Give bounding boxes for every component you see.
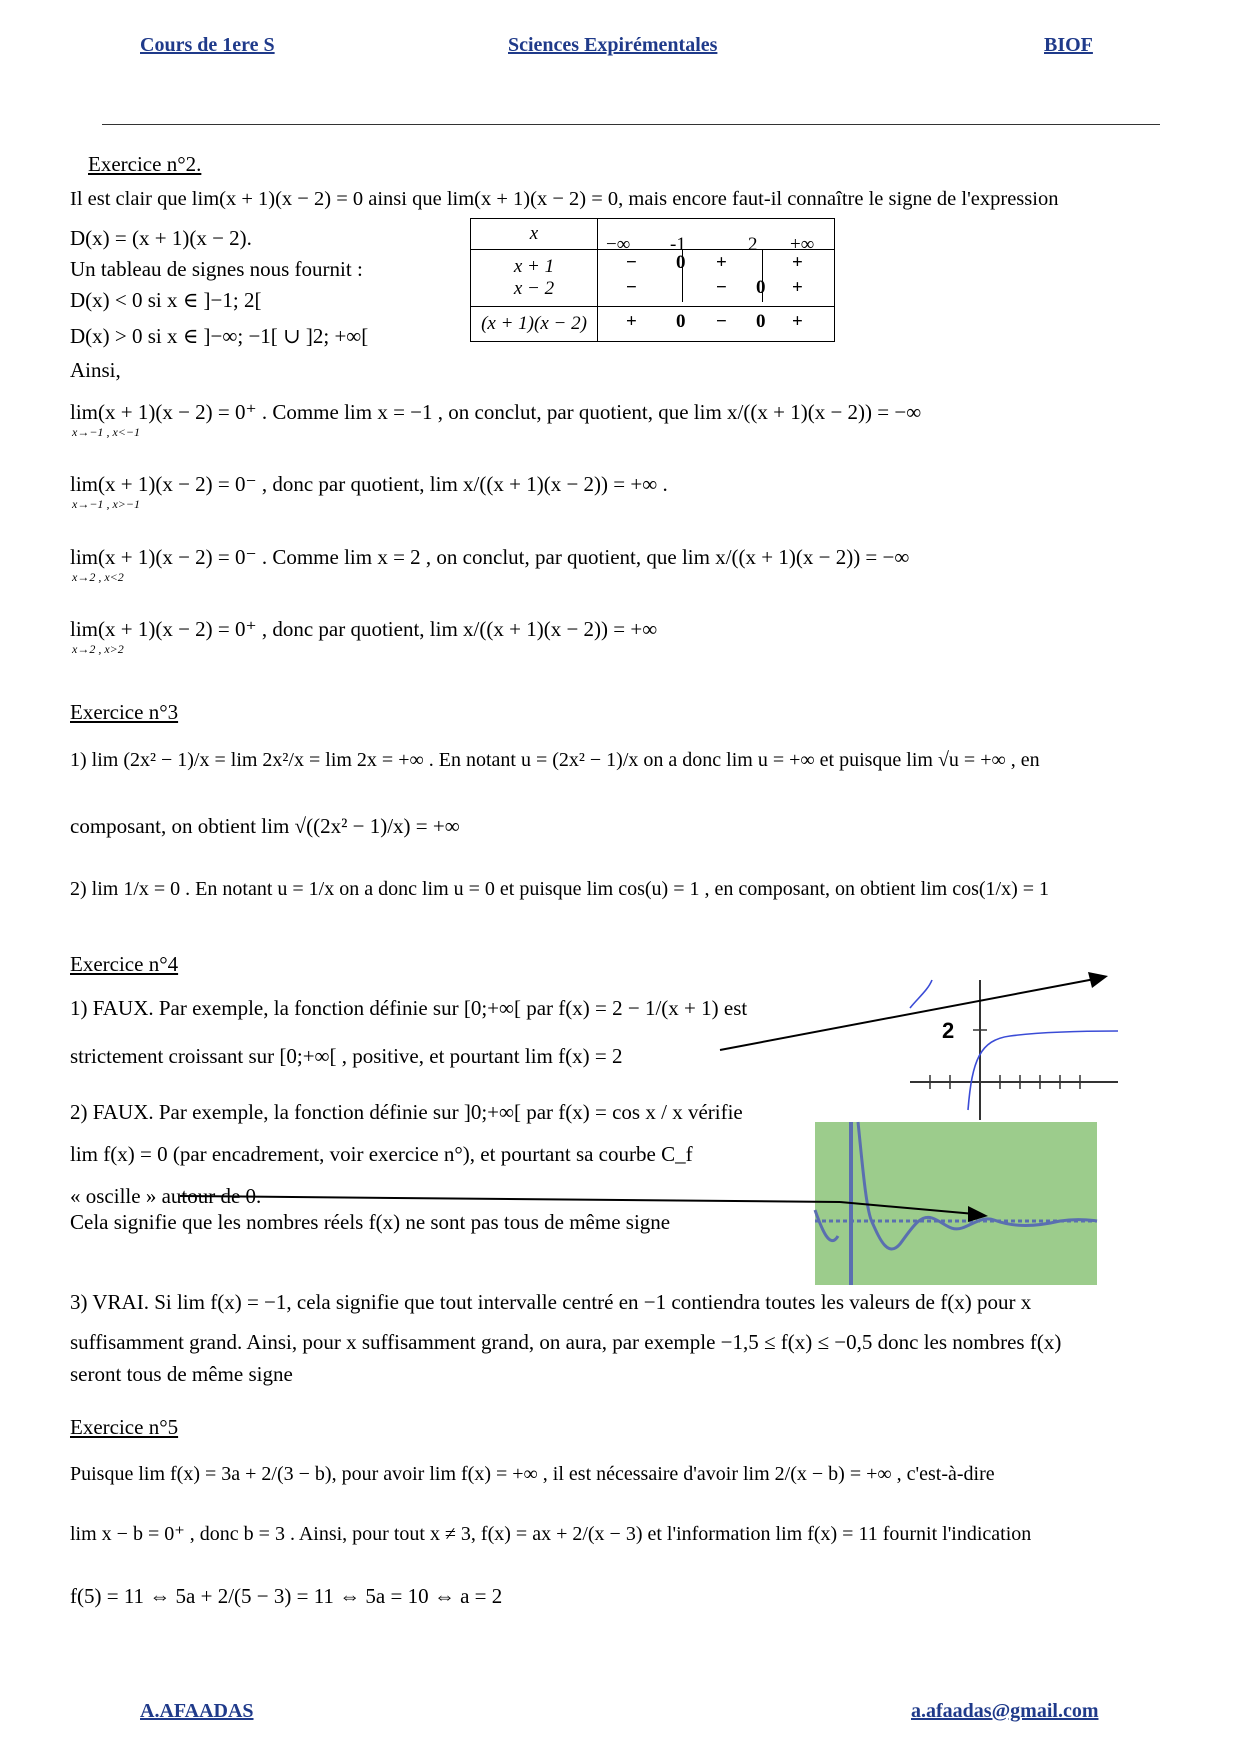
ex4-line6: Cela signifie que les nombres réels f(x) ne sont pas tous de même signe [70,1210,671,1234]
ex4-line1: 1) FAUX. Par exemple, la fonction définie sur [0;+∞[ par f(x) = 2 − 1/(x + 1) est [70,996,748,1020]
header-section[interactable]: Sciences Expirémentales [508,34,718,56]
ex2-title: Exercice n°2. [88,152,202,176]
ex2-conclusion3: lim(x + 1)(x − 2) = 0⁻ . Comme lim x = 2 , on conclut, par quotient, que lim x/((x + 1)(x − 2)) = −∞ [70,545,910,569]
graph-oscillating [180,1122,1097,1285]
ex2-conclusion1: lim(x + 1)(x − 2) = 0⁺ . Comme lim x = −1 , on conclut, par quotient, que lim x/((x + 1)(x − 2)) = −∞ [70,400,922,424]
ex2-conclusion4: lim(x + 1)(x − 2) = 0⁺ , donc par quotient, lim x/((x + 1)(x − 2)) = +∞ [70,617,658,641]
header-course[interactable]: Cours de 1ere S [140,34,275,56]
zero: 0 [676,311,686,332]
ex2-line3: Un tableau de signes nous fournit : [70,257,363,281]
ex4-line2: strictement croissant sur [0;+∞[ , positive, et pourtant lim f(x) = 2 [70,1044,623,1068]
ex2-line1: Il est clair que lim(x + 1)(x − 2) = 0 ainsi que lim(x + 1)(x − 2) = 0, mais encore faut-il connaître le signe de l'expression [70,188,1059,210]
sign-table-var: x [471,219,598,250]
ex2-sub1: x→−1 , x<−1 [72,425,140,439]
val-minf: −∞ [606,234,631,255]
ex4-line5: « oscille » autour de 0. [70,1184,262,1208]
ex5-line1: Puisque lim f(x) = 3a + 2/(3 − b), pour avoir lim f(x) = +∞ , il est nécessaire d'avoir lim 2/(x − b) = +∞ , c'est-à-dire [70,1463,995,1485]
ex4-title: Exercice n°4 [70,952,179,976]
ex3-line3: 2) lim 1/x = 0 . En notant u = 1/x on a donc lim u = 0 et puisque lim cos(u) = 1 , en composant, on obtient lim cos(1/x) = 1 [70,878,1050,900]
graph-increasing [720,972,1118,1120]
factor-1: x + 1 [513,256,555,277]
val-pinf: +∞ [790,234,815,255]
ex4-line7: 3) VRAI. Si lim f(x) = −1, cela signifie que tout intervalle centré en −1 contiendra toutes les valeurs de f(x) pour x [70,1290,1032,1314]
ex4-line4: lim f(x) = 0 (par encadrement, voir exercice n°), et pourtant sa courbe C_f [70,1142,693,1166]
ex2-line2: D(x) = (x + 1)(x − 2). [70,226,252,250]
footer-author[interactable]: A.AFAADAS [140,1700,254,1722]
ex4-line8: suffisamment grand. Ainsi, pour x suffisamment grand, on aura, par exemple −1,5 ≤ f(x) ≤ −0,5 donc les nombres f(x) [70,1330,1062,1354]
sign: − [716,277,727,298]
sign: + [792,277,803,298]
ex2-line6: Ainsi, [70,358,121,382]
ex4-line9: seront tous de même signe [70,1362,293,1386]
header-biof[interactable]: BIOF [1044,34,1093,56]
ex3-title: Exercice n°3 [70,700,179,724]
val-m1: -1 [670,234,686,255]
zero: 0 [756,311,766,332]
ex2-line4: D(x) < 0 si x ∈ ]−1; 2[ [70,288,262,312]
zero: 0 [676,252,686,273]
graph-label-2: 2 [942,1018,955,1043]
zero: 0 [756,277,766,298]
ex3-line1: 1) lim (2x² − 1)/x = lim 2x²/x = lim 2x = +∞ . En notant u = (2x² − 1)/x on a donc lim u = +∞ et puisque lim √u = +∞ , en [70,749,1040,771]
sign: + [792,252,803,273]
sign: + [626,311,637,332]
sign: + [792,311,803,332]
ex3-line2: composant, on obtient lim √((2x² − 1)/x) = +∞ [70,814,460,838]
ex2-line5: D(x) > 0 si x ∈ ]−∞; −1[ ∪ ]2; +∞[ [70,324,369,348]
factor-2: x − 2 [513,278,555,299]
ex5-title: Exercice n°5 [70,1415,179,1439]
ex4-line3: 2) FAUX. Par exemple, la fonction définie sur ]0;+∞[ par f(x) = cos x / x vérifie [70,1100,743,1124]
ex2-conclusion2: lim(x + 1)(x − 2) = 0⁻ , donc par quotient, lim x/((x + 1)(x − 2)) = +∞ . [70,472,668,496]
ex2-sub4: x→2 , x>2 [72,642,124,656]
ex2-sub3: x→2 , x<2 [72,570,124,584]
product-label: (x + 1)(x − 2) [471,307,598,342]
sign: − [626,252,637,273]
ex5-line3: f(5) = 11 ⇔ 5a + 2/(5 − 3) = 11 ⇔ 5a = 10 ⇔ a = 2 [70,1584,503,1608]
ex2-sub2: x→−1 , x>−1 [72,497,140,511]
sign: − [716,311,727,332]
sign: − [626,277,637,298]
ex5-line2: lim x − b = 0⁺ , donc b = 3 . Ainsi, pour tout x ≠ 3, f(x) = ax + 2/(x − 3) et l'information lim f(x) = 11 fournit l'indication [70,1523,1032,1545]
footer-email[interactable]: a.afaadas@gmail.com [911,1700,1099,1722]
val-2: 2 [748,234,758,255]
sign: + [716,252,727,273]
